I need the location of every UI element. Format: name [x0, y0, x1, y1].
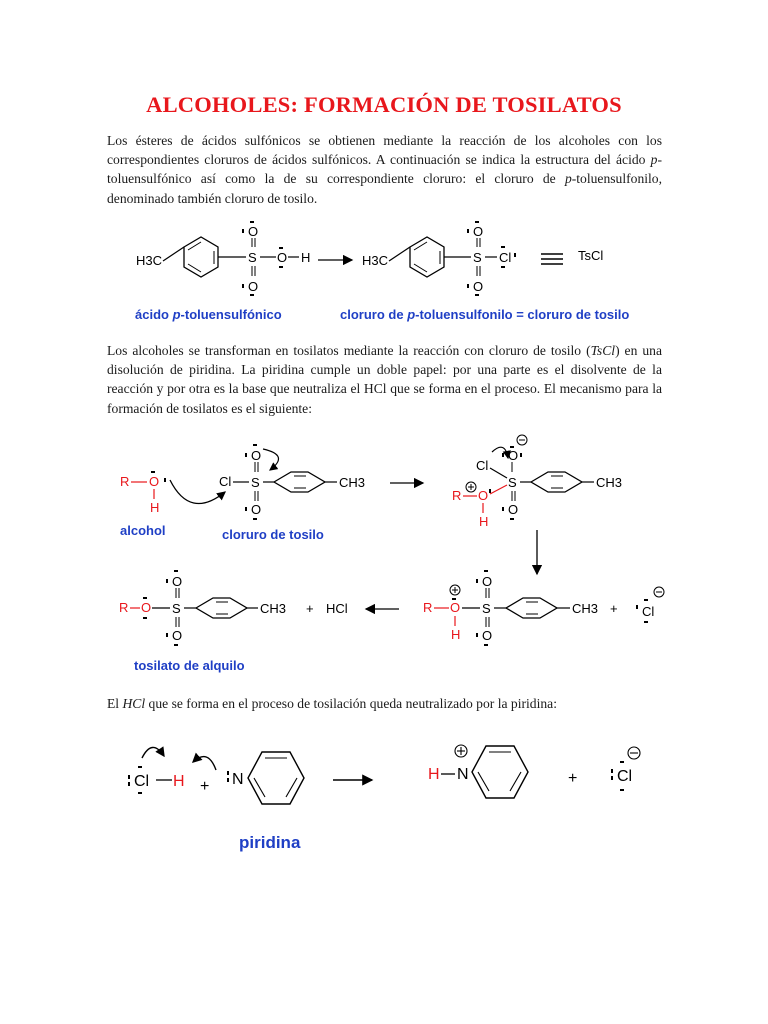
caption-tscl: cloruro de tosilo — [222, 527, 324, 542]
oxygen-label: O — [172, 574, 183, 589]
hydrogen-label: H — [479, 514, 489, 529]
scheme-mechanism — [119, 435, 664, 673]
chlorine-label: Cl — [134, 773, 150, 790]
scheme-tsoh-tscl — [135, 221, 629, 322]
methyl-label: CH3 — [572, 601, 599, 616]
methyl-label: CH3 — [596, 475, 623, 490]
caption-pyridine: piridina — [239, 833, 301, 852]
caption-tsoh: ácido p-toluensulfónico — [135, 307, 282, 322]
curved-arrow — [142, 747, 164, 758]
methyl-label: H3C — [362, 253, 389, 268]
caption-tosylate: tosilato de alquilo — [134, 658, 245, 673]
hydrogen-label: H — [173, 773, 185, 790]
curved-arrow — [170, 480, 225, 504]
curved-arrow — [193, 757, 216, 770]
r-group-label: R — [120, 474, 130, 489]
plus-sign: + — [568, 770, 578, 787]
oxygen-label: O — [478, 488, 489, 503]
scheme-pyridine — [128, 745, 640, 852]
oxygen-label: O — [508, 502, 519, 517]
r-group-label: R — [119, 600, 129, 615]
oxygen-label: O — [248, 224, 259, 239]
benzene-ring — [274, 472, 325, 492]
pyridine-ring — [248, 752, 304, 804]
oxygen-label: O — [508, 448, 519, 463]
plus-sign: + — [200, 778, 210, 795]
chloride-label: Cl — [617, 768, 633, 785]
plus-sign: + — [610, 601, 618, 616]
intro-paragraph: Los ésteres de ácidos sulfónicos se obtienen mediante la reacción de los alcoholes con los correspondientes cloruros de ácidos sulfónicos. A continuación se indica la estructura del ácido p-toluensulfónico así como la de su correspondiente cloruro: el cloruro de p-toluensulfonilo, denominado también cloruro de tosilo. — [107, 133, 662, 206]
curved-arrow — [263, 449, 279, 470]
sulfur-label: S — [482, 601, 491, 616]
mechanism-paragraph: Los alcoholes se transforman en tosilatos mediante la reacción con cloruro de tosilo (TsCl) en una disolución de piridina. La piridina cumple un doble papel: por una parte es el disolvente de la reacción y por otra es la base que neutraliza el HCl que se forma en el proceso. El mecanismo para la formación de tosilatos es el siguiente: — [107, 343, 662, 416]
benzene-ring — [196, 598, 247, 618]
chlorine-label: Cl — [499, 250, 512, 265]
curved-arrow — [492, 447, 508, 458]
methyl-label: H3C — [136, 253, 163, 268]
benzene-ring — [410, 237, 444, 277]
benzene-ring — [506, 598, 557, 618]
oxygen-label: O — [251, 502, 262, 517]
hcl-label: HCl — [326, 601, 348, 616]
oxygen-label: O — [482, 574, 493, 589]
pyridinium-ring — [472, 746, 528, 798]
chlorine-label: Cl — [476, 458, 489, 473]
r-group-label: R — [423, 600, 433, 615]
oxygen-label: O — [172, 628, 183, 643]
benzene-ring — [184, 237, 218, 277]
oxygen-label: O — [473, 279, 484, 294]
benzene-ring — [531, 472, 582, 492]
oxygen-label: O — [277, 250, 288, 265]
hydrogen-label: H — [428, 766, 440, 783]
nitrogen-label: N — [232, 771, 244, 788]
caption-tscl: cloruro de p-toluensulfonilo = cloruro de tosilo — [340, 307, 630, 322]
oxygen-label: O — [248, 279, 259, 294]
chlorine-label: Cl — [219, 474, 232, 489]
chloride-label: Cl — [642, 604, 655, 619]
page-title: ALCOHOLES: FORMACIÓN DE TOSILATOS — [146, 92, 622, 117]
tscl-label: TsCl — [578, 248, 604, 263]
hydrogen-label: H — [301, 250, 311, 265]
oxygen-label: O — [482, 628, 493, 643]
methyl-label: CH3 — [339, 475, 366, 490]
sulfur-label: S — [248, 250, 257, 265]
caption-alcohol: alcohol — [120, 523, 166, 538]
nitrogen-label: N — [457, 766, 469, 783]
r-group-label: R — [452, 488, 462, 503]
sulfur-label: S — [508, 475, 517, 490]
sulfur-label: S — [172, 601, 181, 616]
oxygen-label: O — [450, 600, 461, 615]
sulfur-label: S — [251, 475, 260, 490]
oxygen-label: O — [149, 474, 160, 489]
sulfur-label: S — [473, 250, 482, 265]
plus-sign: + — [306, 601, 314, 616]
hydrogen-label: H — [451, 627, 461, 642]
oxygen-label: O — [251, 448, 262, 463]
hydrogen-label: H — [150, 500, 160, 515]
oxygen-label: O — [473, 224, 484, 239]
methyl-label: CH3 — [260, 601, 287, 616]
oxygen-label: O — [141, 600, 152, 615]
neutralization-paragraph: El HCl que se forma en el proceso de tosilación queda neutralizado por la piridina: — [107, 696, 557, 711]
